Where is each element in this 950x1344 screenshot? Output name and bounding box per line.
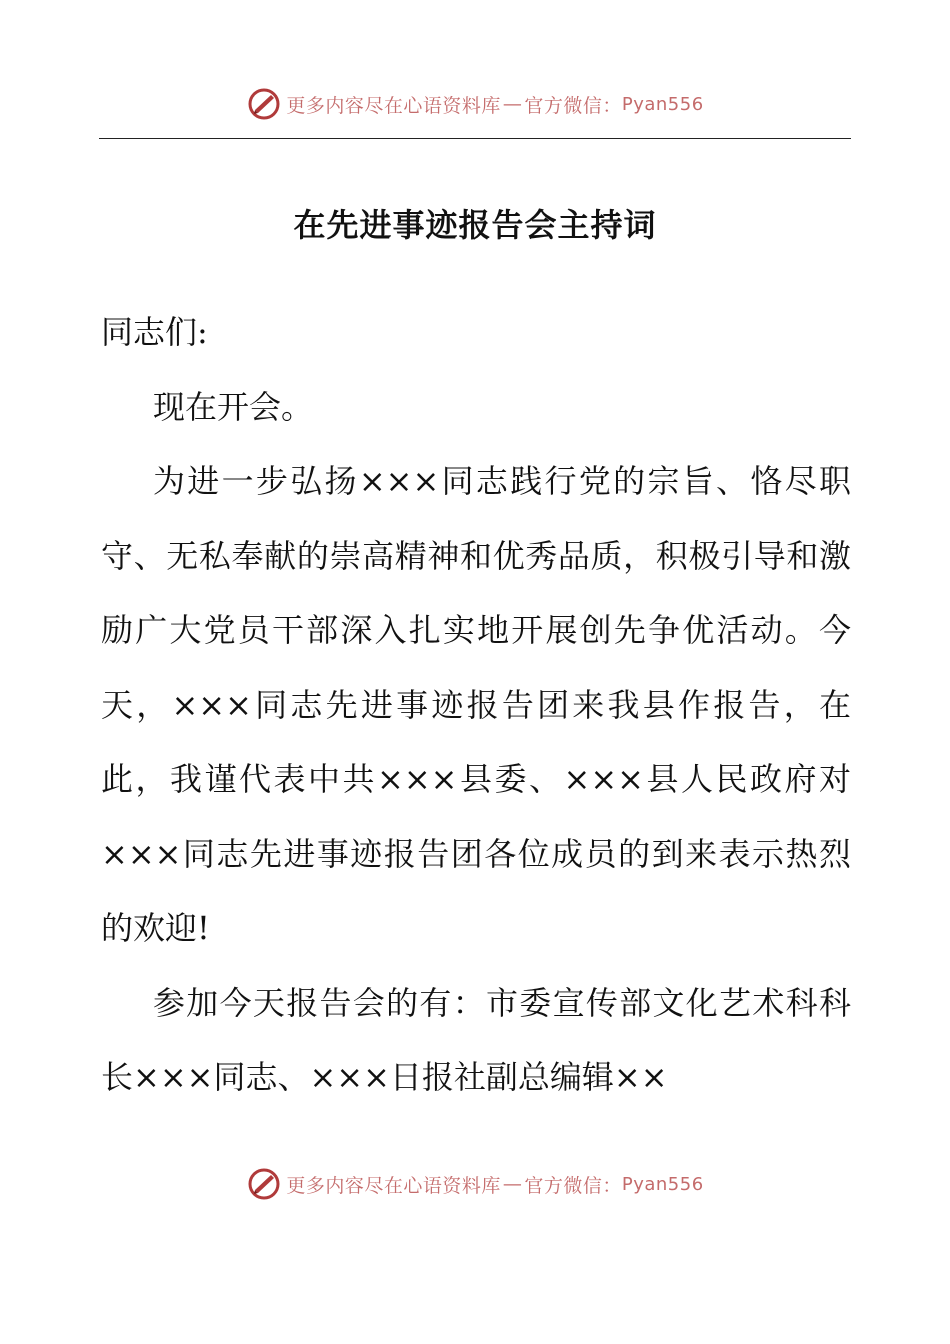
watermark-wechat-id: Pyan556: [621, 93, 704, 115]
header-divider: [99, 138, 851, 139]
paragraph-2: 为进一步弘扬×××同志践行党的宗旨、恪尽职守、无私奉献的崇高精神和优秀品质，积极引导和激励广大党员干部深入扎实地开展创先争优活动。今天，×××同志先进事迹报告团来我县作报告，在此，我谨代表中共×××县委、×××县人民政府对×××同志先进事迹报告团各位成员的到来表示热烈的欢迎!: [101, 462, 851, 947]
watermark-footer: [0, 1164, 950, 1204]
pen-logo-icon: [246, 86, 282, 122]
watermark-dash: —: [502, 1173, 523, 1195]
paragraph-3: 参加今天报告会的有：市委宣传部文化艺术科科长×××同志、×××日报社副总编辑××: [101, 983, 851, 1096]
watermark-wechat-label: 官方微信：: [524, 94, 622, 117]
pen-logo-icon: [246, 1166, 282, 1202]
watermark-text: 更多内容尽在心语资料库: [286, 94, 501, 117]
watermark-header: [0, 84, 950, 124]
document-body: [101, 295, 851, 1115]
greeting: 同志们:: [101, 313, 208, 351]
watermark-wechat-id: Pyan556: [621, 1173, 704, 1195]
watermark-dash: —: [502, 93, 523, 115]
watermark-text: 更多内容尽在心语资料库: [286, 1174, 501, 1197]
paragraph-1: 现在开会。: [153, 387, 314, 426]
document-title: 在先进事迹报告会主持词: [293, 206, 657, 244]
watermark-wechat-label: 官方微信：: [524, 1174, 622, 1197]
